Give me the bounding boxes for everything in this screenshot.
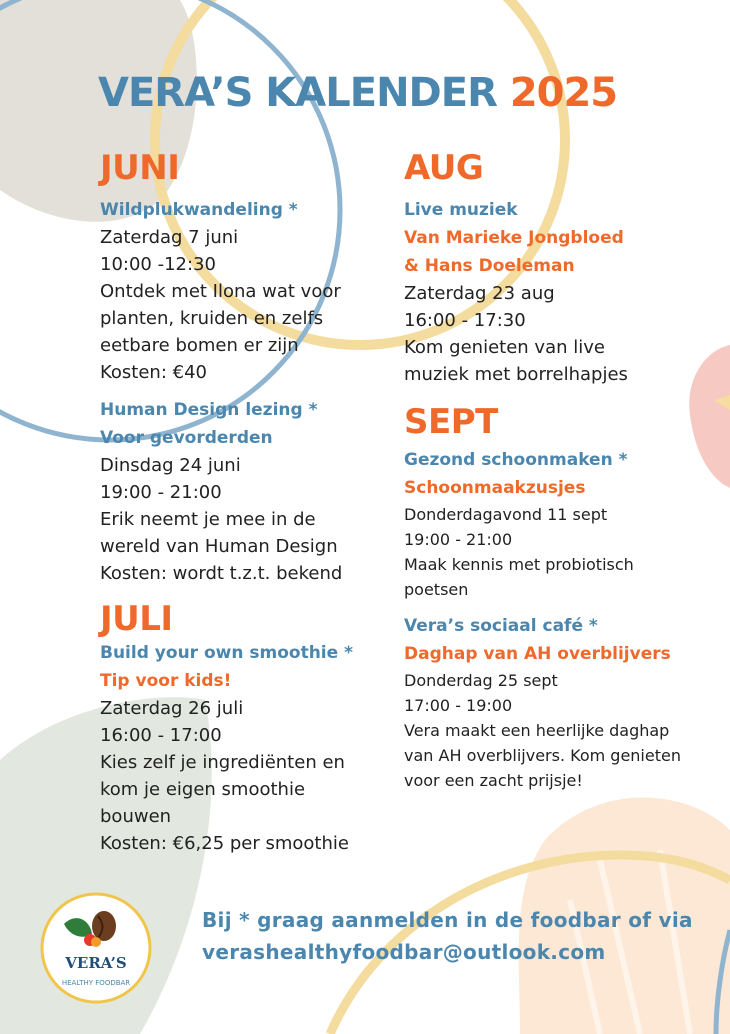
- footer-line-1: Bij * graag aanmelden in de foodbar of via: [202, 908, 693, 932]
- event-subtitle: Tip voor kids!: [100, 671, 232, 691]
- event-line: Zaterdag 23 aug: [404, 283, 555, 304]
- pink-blob: [689, 345, 730, 488]
- event-line: Kosten: wordt t.z.t. bekend: [100, 563, 343, 584]
- event-subtitle: & Hans Doeleman: [404, 256, 575, 276]
- event-line: Ontdek met Ilona wat voor: [100, 281, 341, 302]
- event-title-live-muziek: Live muziek: [404, 200, 518, 220]
- logo-tagline: HEALTHY FOODBAR: [61, 979, 131, 987]
- event-line: Kosten: €40: [100, 362, 207, 383]
- signup-footer: [202, 904, 693, 968]
- event-line: 19:00 - 21:00: [100, 482, 222, 503]
- event-line: Donderdag 25 sept: [404, 671, 558, 690]
- event-line: van AH overblijvers. Kom genieten: [404, 746, 681, 765]
- event-line: Vera maakt een heerlijke daghap: [404, 721, 670, 740]
- page-title: [98, 70, 617, 116]
- month-juli: JULI: [100, 599, 173, 639]
- event-subtitle: Schoonmaakzusjes: [404, 478, 586, 498]
- event-title-human-design: Human Design lezing *: [100, 400, 318, 420]
- month-juni: JUNI: [100, 148, 180, 188]
- vera-logo: [38, 890, 154, 1006]
- logo-name: VERA’S: [65, 954, 127, 972]
- event-title-sociaal-cafe: Vera’s sociaal café *: [404, 616, 598, 636]
- month-aug: AUG: [404, 148, 484, 188]
- event-line: Erik neemt je mee in de: [100, 509, 316, 530]
- title-main: VERA’S KALENDER: [98, 70, 497, 116]
- event-line: eetbare bomen er zijn: [100, 335, 299, 356]
- left-column: [100, 148, 353, 857]
- title-year: 2025: [509, 70, 618, 116]
- event-line: Zaterdag 7 juni: [100, 227, 239, 248]
- event-title-schoonmaken: Gezond schoonmaken *: [404, 450, 628, 470]
- event-line: wereld van Human Design: [100, 536, 338, 557]
- logo-icon: [38, 890, 154, 1006]
- event-line: Zaterdag 26 juli: [100, 698, 244, 719]
- event-line: muziek met borrelhapjes: [404, 364, 628, 385]
- footer-email[interactable]: verashealthyfoodbar@outlook.com: [202, 940, 606, 964]
- event-subtitle: Daghap van AH overblijvers: [404, 644, 671, 664]
- month-sept: SEPT: [404, 402, 498, 442]
- event-line: 19:00 - 21:00: [404, 530, 513, 549]
- event-line: planten, kruiden en zelfs: [100, 308, 324, 329]
- event-line: voor een zacht prijsje!: [404, 771, 583, 790]
- event-line: 16:00 - 17:30: [404, 310, 526, 331]
- event-line: Kom genieten van live: [404, 337, 605, 358]
- event-line: 10:00 -12:30: [100, 254, 216, 275]
- event-line: poetsen: [404, 580, 469, 599]
- event-subtitle: Van Marieke Jongbloed: [404, 228, 624, 248]
- event-subtitle: Voor gevorderden: [100, 428, 273, 448]
- event-line: bouwen: [100, 806, 172, 827]
- event-title-wildplukwandeling: Wildplukwandeling *: [100, 200, 298, 220]
- event-line: Donderdagavond 11 sept: [404, 505, 608, 524]
- event-line: 16:00 - 17:00: [100, 725, 222, 746]
- event-line: Dinsdag 24 juni: [100, 455, 241, 476]
- event-line: 17:00 - 19:00: [404, 696, 513, 715]
- event-line: kom je eigen smoothie: [100, 779, 306, 800]
- event-title-smoothie: Build your own smoothie *: [100, 643, 353, 663]
- event-line: Kies zelf je ingrediënten en: [100, 752, 345, 773]
- event-line: Kosten: €6,25 per smoothie: [100, 833, 349, 854]
- event-line: Maak kennis met probiotisch: [404, 555, 634, 574]
- right-column: [404, 148, 681, 793]
